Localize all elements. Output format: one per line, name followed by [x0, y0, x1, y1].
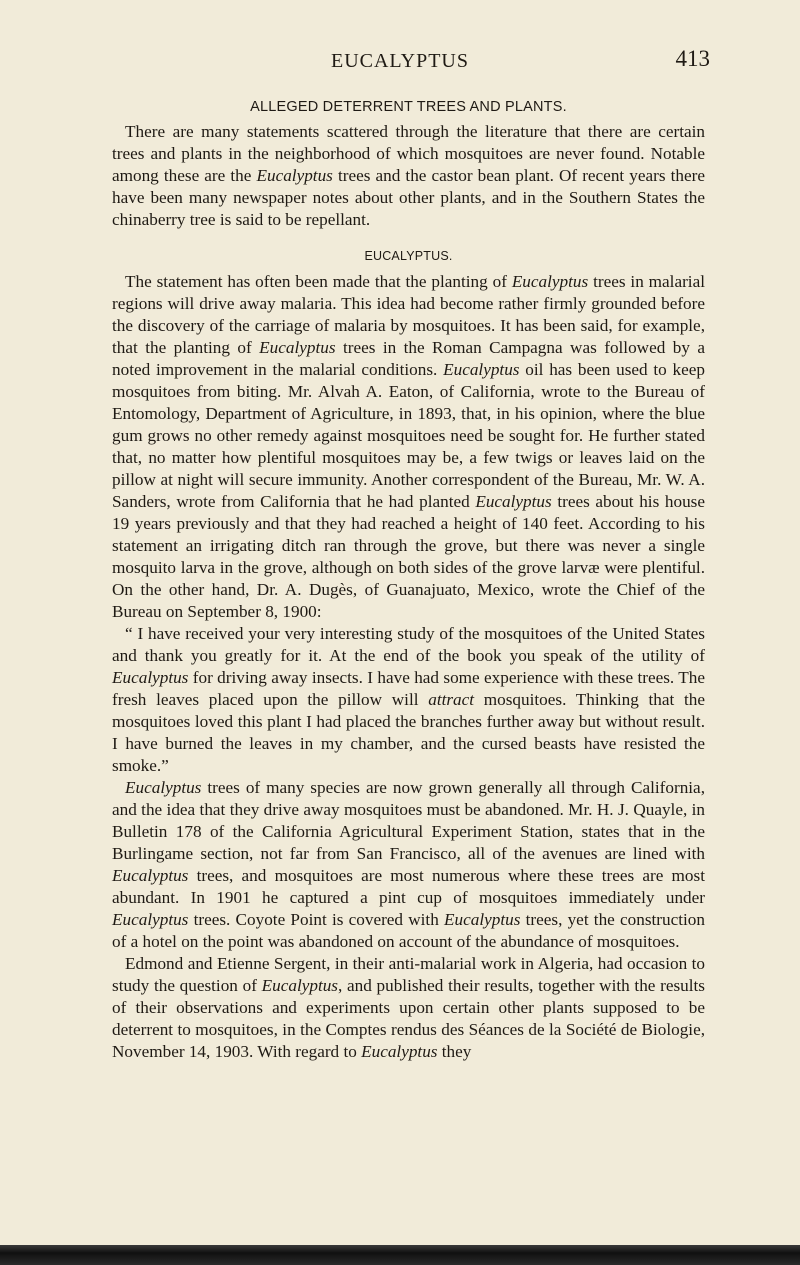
page-number: 413 — [675, 46, 710, 71]
running-header — [0, 46, 800, 80]
running-title: EUCALYPTUS — [330, 50, 469, 72]
scan-edge-shadow — [0, 1245, 800, 1265]
paragraph-california: Eucalyptus trees of many species are now grown generally all through California, and the idea that they drive away mosquitoes must be abandoned. Mr. H. J. Quayle, in Bulletin 178 of the California Agricultural Experiment Station, states that in the Burlingame section, not far from San Francisco, all of the avenues are lined with Eucalyptus trees, and mosquitoes are most numerous where these trees are most abundant. In 1901 he captured a pint cup of mosquitoes immediately under Eucalyptus trees. Coyote Point is covered with Eucalyptus trees, yet the construction of a hotel on the point was abandoned on account of the abundance of mosquitoes. — [112, 778, 705, 951]
paragraph-sergent: Edmond and Etienne Sergent, in their anti-malarial work in Algeria, had occasion to study the question of Eucalyptus, and published their results, together with the results of their observations and experiments upon certain other plants supposed to be deterrent to mosquitoes, in the Comptes rendus des Séances de la Société de Biologie, November 14, 1903. With regard to Eucalyptus they — [112, 954, 705, 1061]
paragraph-eucalyptus-statement: The statement has often been made that the planting of Eucalyptus trees in malarial regions will drive away malaria. This idea had become rather firmly grounded before the discovery of the carriage of malaria by mosquitoes. It has been said, for example, that the planting of Eucalyptus trees in the Roman Campagna was followed by a noted improvement in the malarial conditions. Eucalyptus oil has been used to keep mosquitoes from biting. Mr. Alvah A. Eaton, of California, wrote to the Bureau of Entomology, Department of Agriculture, in 1893, that, in his opinion, where the blue gum grows no other remedy against mosquitoes need be sought for. He further stated that, no matter how plentiful mosquitoes may be, a few twigs or leaves laid on the pillow at night will secure immunity. Another correspondent of the Bureau, Mr. W. A. Sanders, wrote from California that he had planted Eucalyptus trees about his house 19 years previously and that they had reached a height of 140 feet. According to his statement an irrigating ditch ran through the grove, but there was never a single mosquito larva in the grove, although on both sides of the grove larvæ were plentiful. On the other hand, Dr. A. Dugès, of Guanajuato, Mexico, wrote the Chief of the Bureau on September 8, 1900: — [112, 272, 705, 621]
paragraph-duges-quote: “ I have received your very interesting study of the mosquitoes of the United States and thank you greatly for it. At the end of the book you speak of the utility of Eucalyptus for driving away insects. I have had some experience with these trees. The fresh leaves placed upon the pillow will attract mosquitoes. Thinking that the mosquitoes loved this plant I had placed the branches further away but without result. I have burned the leaves in my chamber, and the cursed beasts have resisted the smoke.” — [112, 624, 706, 775]
section-heading-eucalyptus: EUCALYPTUS. — [364, 249, 453, 263]
body-text — [112, 96, 705, 1063]
section-heading-deterrent: ALLEGED DETERRENT TREES AND PLANTS. — [250, 99, 567, 115]
paragraph-intro: There are many statements scattered through the literature that there are certain trees and plants in the neighborhood of which mosquitoes are never found. Notable among these are the Eucalyptus trees and the castor bean plant. Of recent years there have been many newspaper notes about other plants, and in the Southern States the chinaberry tree is said to be repellant. — [112, 122, 705, 229]
